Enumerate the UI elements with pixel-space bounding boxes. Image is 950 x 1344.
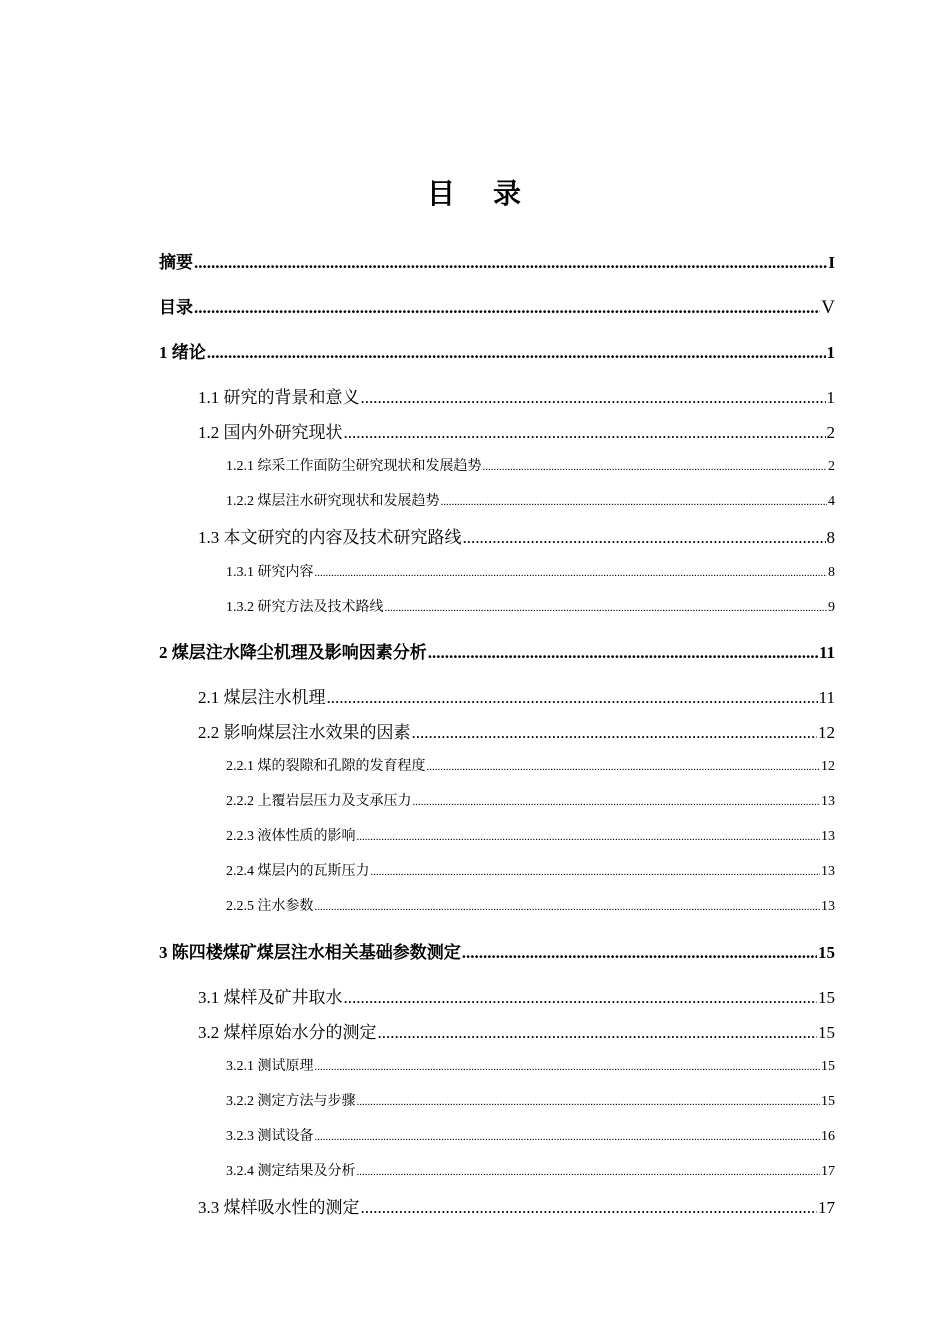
toc-page-number: 2 [828,459,835,474]
leader-dots [344,988,818,1008]
toc-entry-3-2[interactable] [198,1018,835,1043]
toc-page-number: 13 [821,794,835,809]
toc-page-number: 4 [828,494,835,509]
toc-label: 3.2 煤样原始水分的测定 [198,1023,377,1042]
toc-label: 1.3.2 研究方法及技术路线 [226,600,384,615]
leader-dots [371,866,821,878]
toc-entry-3-2-4[interactable] [226,1160,835,1180]
leader-dots [361,1198,818,1218]
toc-page-number: 15 [818,988,835,1007]
toc-entry-1-2[interactable] [198,418,835,443]
toc-page-number: 1 [826,388,835,407]
toc-label: 1.2.1 综采工作面防尘研究现状和发展趋势 [226,459,482,474]
toc-entry-chapter-2[interactable] [159,638,835,663]
toc-label: 2.2.2 上覆岩层压力及支承压力 [226,794,412,809]
toc-label: 2 煤层注水降尘机理及影响因素分析 [159,643,427,662]
leader-dots [462,943,817,963]
toc-page-number: 15 [818,1023,835,1042]
toc-entry-2-2-2[interactable] [226,790,835,810]
leader-dots [315,567,828,579]
toc-entry-chapter-1[interactable] [159,338,835,363]
toc-label: 1.3.1 研究内容 [226,565,314,580]
leader-dots [357,1166,821,1178]
toc-label: 摘要 [159,253,193,272]
toc-page-number: 13 [821,899,835,914]
toc-page-number: 13 [821,829,835,844]
toc-label: 3.2.4 测定结果及分析 [226,1164,356,1179]
toc-entry-abstract[interactable] [159,248,835,273]
title-char-2: 录 [493,177,524,210]
toc-page-number: 2 [826,423,835,442]
toc-page-number: 11 [818,643,835,662]
leader-dots [315,1061,821,1073]
toc-label: 1.2.2 煤层注水研究现状和发展趋势 [226,494,440,509]
toc-entry-2-2-4[interactable] [226,860,835,880]
toc-label: 2.2.3 液体性质的影响 [226,829,356,844]
toc-entry-2-1[interactable] [198,683,835,708]
toc-entry-1-3-1[interactable] [226,561,835,581]
toc-label: 3.2.2 测定方法与步骤 [226,1094,356,1109]
toc-entry-1-1[interactable] [198,383,835,408]
toc-entry-chapter-3[interactable] [159,938,835,963]
toc-label: 1.1 研究的背景和意义 [198,388,360,407]
toc-entry-3-2-3[interactable] [226,1125,835,1145]
leader-dots [428,643,818,663]
toc-entry-1-2-1[interactable] [226,455,835,475]
toc-entry-3-3[interactable] [198,1193,835,1218]
toc-entry-1-2-2[interactable] [226,490,835,510]
toc-page-number: I [828,253,835,272]
toc-label: 2.1 煤层注水机理 [198,688,326,707]
toc-label: 3 陈四楼煤矿煤层注水相关基础参数测定 [159,943,461,962]
leader-dots [385,602,828,614]
leader-dots [344,423,826,443]
toc-label: 2.2.5 注水参数 [226,899,314,914]
leader-dots [357,1096,821,1108]
leader-dots [315,1131,821,1143]
leader-dots [412,723,818,743]
toc-page-number: 15 [821,1059,835,1074]
leader-dots [357,831,821,843]
toc-entry-2-2-5[interactable] [226,895,835,915]
leader-dots [194,298,820,318]
leader-dots [361,388,826,408]
toc-page-number: 15 [818,943,835,962]
toc-page-number: 17 [818,1198,835,1217]
leader-dots [378,1023,818,1043]
leader-dots [194,253,827,273]
toc-page-number: 12 [818,723,835,742]
toc-label: 1.3 本文研究的内容及技术研究路线 [198,528,462,547]
toc-page-number: 17 [821,1164,835,1179]
toc-label: 1 绪论 [159,343,206,362]
toc-entry-2-2-1[interactable] [226,755,835,775]
toc-label: 1.2 国内外研究现状 [198,423,343,442]
toc-label: 2.2.1 煤的裂隙和孔隙的发育程度 [226,759,426,774]
toc-label: 3.2.3 测试设备 [226,1129,314,1144]
toc-label: 3.2.1 测试原理 [226,1059,314,1074]
toc-page-number: 8 [826,528,835,547]
leader-dots [315,901,821,913]
toc-entry-2-2[interactable] [198,718,835,743]
leader-dots [207,343,826,363]
toc-entry-3-2-2[interactable] [226,1090,835,1110]
toc-page-number: 12 [821,759,835,774]
toc-label: 3.3 煤样吸水性的测定 [198,1198,360,1217]
leader-dots [463,528,826,548]
toc-entry-2-2-3[interactable] [226,825,835,845]
toc-label: 目录 [159,298,193,317]
toc-entry-1-3[interactable] [198,523,835,548]
leader-dots [441,496,828,508]
toc-page-number: 13 [821,864,835,879]
leader-dots [427,761,821,773]
toc-page-number: 16 [821,1129,835,1144]
toc-page-number: 1 [826,343,835,362]
toc-entry-1-3-2[interactable] [226,596,835,616]
title-char-1: 目 [426,177,457,210]
toc-page-number: 8 [828,565,835,580]
leader-dots [413,796,821,808]
toc-entry-3-1[interactable] [198,983,835,1008]
toc-entry-3-2-1[interactable] [226,1055,835,1075]
toc-page-number: V [821,297,835,318]
leader-dots [327,688,818,708]
page-title [0,172,950,212]
toc-label: 3.1 煤样及矿井取水 [198,988,343,1007]
toc-entry-contents[interactable] [159,293,835,319]
leader-dots [483,461,828,473]
toc-label: 2.2 影响煤层注水效果的因素 [198,723,411,742]
toc-page-number: 11 [818,688,835,707]
toc-page-number: 9 [828,600,835,615]
toc-page-number: 15 [821,1094,835,1109]
toc-label: 2.2.4 煤层内的瓦斯压力 [226,864,370,879]
